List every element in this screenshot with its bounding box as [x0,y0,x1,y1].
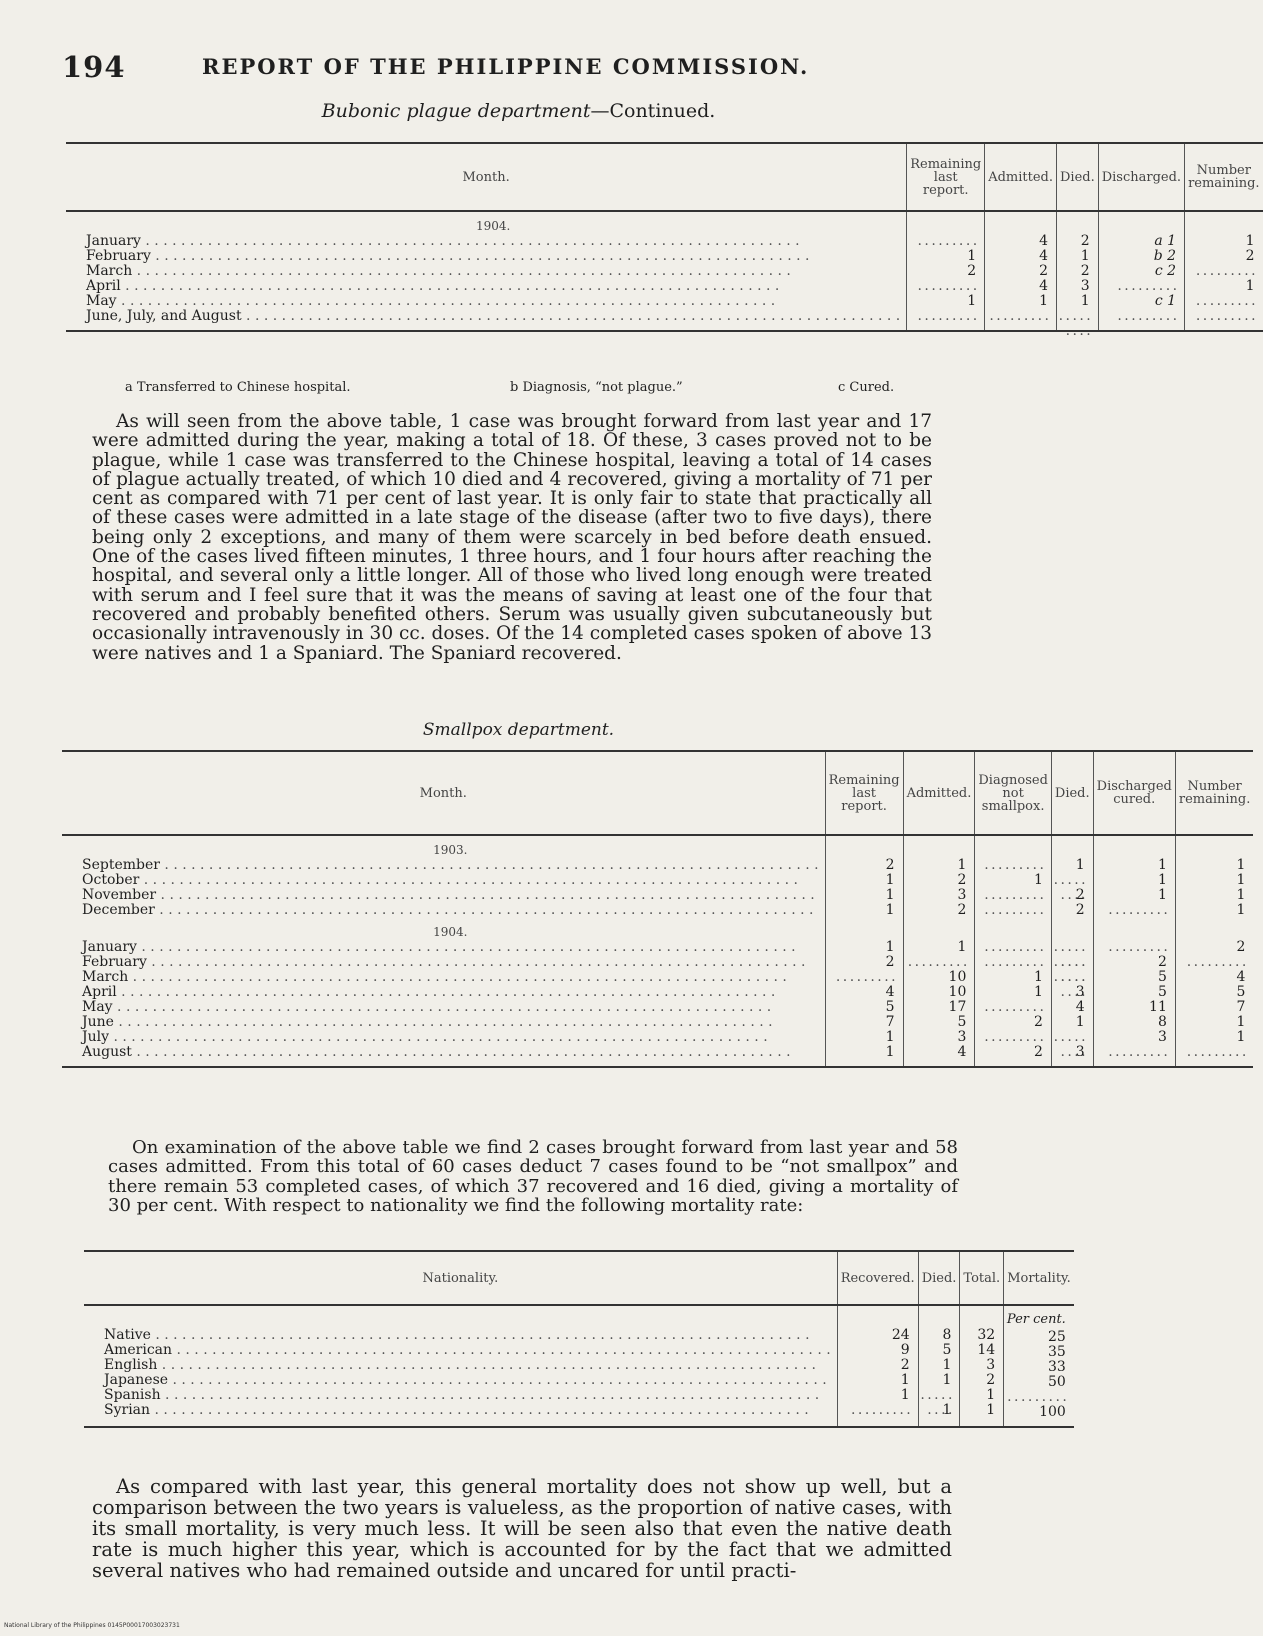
nationality-cell: 1 [942,1402,952,1418]
smallpox-cell: 1 [885,1044,895,1060]
plague-cell: 2 [967,263,977,279]
smallpox-cell: 2 [1033,1014,1043,1030]
spacer [919,1312,960,1328]
smallpox-cell [975,888,1051,903]
smallpox-month-label: March . . . [82,970,819,985]
smallpox-cell: 1 [1075,1014,1085,1030]
smallpox-cell [1094,1045,1175,1060]
smallpox-cell: 5 [957,1014,967,1030]
smallpox-cell: 3 [957,887,967,903]
smallpox-cell: 1 [1236,1029,1246,1045]
smallpox-body-row [62,835,1253,1067]
plague-caption-continued: —Continued. [590,100,716,122]
smallpox-header-remaining-last: Remaining last report. [825,751,903,835]
nationality-header-mortality: Mortality. [1004,1251,1074,1305]
smallpox-cell: 17 [948,999,967,1015]
spacer [975,924,1051,940]
smallpox-cell [1052,1030,1093,1045]
plague-cell: a 1 [1154,233,1177,249]
smallpox-cell: 4 [885,984,895,1000]
nationality-cell: 35 [1047,1344,1066,1360]
smallpox-month-label: May . . . [82,1000,819,1015]
smallpox-cell: 4 [1075,999,1085,1015]
nationality-cell: 1 [942,1372,952,1388]
plague-cell: 1 [967,248,977,264]
smallpox-cell: 3 [1075,984,1085,1000]
smallpox-cell [975,955,1051,970]
plague-header-died: Died. [1056,143,1098,211]
spacer [826,1060,903,1066]
plague-cell: 4 [1039,248,1048,264]
plague-number-remaining-column [1185,211,1263,331]
spacer [904,842,975,858]
smallpox-cell: 2 [885,857,895,873]
plague-header-number-remaining: Number remaining. [1185,143,1263,211]
spacer [1004,1420,1074,1426]
smallpox-cell [975,1030,1051,1045]
smallpox-cell: 1 [1236,887,1246,903]
smallpox-cell: 2 [885,954,895,970]
plague-cell [1099,309,1184,324]
smallpox-month-label: December . . . [82,903,819,918]
plague-month-label: March . . . [86,264,900,279]
smallpox-cell: 10 [948,984,967,1000]
plague-cell [1185,309,1263,324]
smallpox-cell [975,903,1051,918]
smallpox-admitted-column [903,835,975,1067]
report-title: REPORT OF THE PHILIPPINE COMMISSION. [202,54,810,79]
plague-table [66,142,1263,332]
smallpox-cell: 1 [1033,969,1043,985]
smallpox-cell: 10 [948,969,967,985]
plague-discharged-column [1098,211,1184,331]
smallpox-cell: 1 [1236,1014,1246,1030]
plague-cell: 1 [1080,293,1090,309]
smallpox-cell: 3 [1075,1044,1085,1060]
smallpox-cell: 7 [1236,999,1246,1015]
smallpox-cell [826,970,903,985]
plague-header-admitted: Admitted. [985,143,1057,211]
spacer [82,1060,819,1066]
plague-remaining-last-column [907,211,985,331]
plague-cell: 3 [1080,278,1090,294]
smallpox-year-label: 1904. [433,925,468,939]
nationality-cell: 33 [1047,1359,1066,1375]
smallpox-not-smallpox-column [975,835,1052,1067]
smallpox-cell [1094,940,1175,955]
nationality-header-nationality: Nationality. [422,1270,499,1286]
spacer [838,1418,918,1424]
smallpox-cell: 5 [1236,984,1246,1000]
plague-cell: c 1 [1154,293,1177,309]
smallpox-cell: 5 [1157,984,1167,1000]
plague-cell [1099,279,1184,294]
spacer [1052,842,1093,858]
nationality-cell: 32 [977,1327,996,1343]
spacer [826,924,903,940]
plague-month-label: June, July, and August . . . [86,309,900,324]
smallpox-header-number-remaining: Number remaining. [1175,751,1253,835]
nationality-cell [1004,1390,1074,1405]
nationality-cell: 14 [977,1342,996,1358]
nationality-cell: 50 [1047,1374,1066,1390]
plague-cell [985,309,1056,324]
smallpox-cell [1094,903,1175,918]
plague-cell: 2 [1245,248,1255,264]
nationality-nationality-column [84,1305,837,1427]
smallpox-cell [1052,970,1093,985]
smallpox-cell [1176,955,1254,970]
smallpox-header-died: Died. [1051,751,1093,835]
plague-header-row [66,143,1263,211]
smallpox-header-row [62,751,1253,835]
plague-cell [907,309,984,324]
plague-cell: 1 [1039,293,1048,309]
plague-body-row [66,211,1263,331]
smallpox-cell: 1 [957,939,967,955]
smallpox-cell: 5 [1157,969,1167,985]
smallpox-cell: 2 [957,872,967,888]
nationality-cell: 2 [900,1357,910,1373]
plague-caption-title: Bubonic plague department [321,100,591,122]
nationality-cell: 5 [942,1342,952,1358]
spacer [826,842,903,858]
spacer [904,924,975,940]
footnote-a: a Transferred to Chinese hospital. [125,380,351,395]
nationality-cell: 2 [986,1372,996,1388]
nationality-label: Syrian . . . [104,1403,831,1418]
nationality-cell: 1 [900,1372,910,1388]
plague-month-column [66,211,907,331]
smallpox-cell: 1 [957,857,967,873]
plague-year-label: 1904. [475,219,511,233]
plague-header-month: Month. [462,169,510,185]
nationality-cell: 100 [1039,1404,1066,1420]
nationality-cell: 1 [942,1357,952,1373]
smallpox-cell: 2 [957,902,967,918]
spacer [975,842,1051,858]
smallpox-header-discharged-cured: Discharged cured. [1093,751,1175,835]
smallpox-cell [1176,1045,1254,1060]
nationality-body [84,1305,1074,1427]
smallpox-month-label: July . . . [82,1030,819,1045]
nationality-cell: 3 [986,1357,996,1373]
nationality-label: Native . . . [104,1328,831,1343]
page-number: 194 [62,50,126,84]
spacer [975,1060,1051,1066]
smallpox-month-label: August . . . [82,1045,819,1060]
smallpox-year-label: 1903. [433,843,468,857]
nationality-cell: 1 [900,1387,910,1403]
smallpox-cell: 1 [1157,857,1167,873]
plague-cell: 1 [1080,248,1090,264]
smallpox-cell: 4 [957,1044,967,1060]
nationality-header-recovered: Recovered. [837,1251,918,1305]
smallpox-cell: 2 [1075,887,1085,903]
smallpox-cell [975,858,1051,873]
nationality-label: Spanish . . . [104,1388,831,1403]
smallpox-body [62,835,1253,1067]
plague-month-label: January . . . [86,234,900,249]
plague-cell [907,279,984,294]
smallpox-cell: 1 [885,939,895,955]
smallpox-cell: 2 [1075,902,1085,918]
smallpox-cell: 1 [1033,872,1043,888]
spacer [1094,842,1175,858]
plague-cell: b 2 [1153,248,1177,264]
plague-cell: 1 [1245,233,1255,249]
plague-table-caption [0,100,1037,122]
smallpox-cell: 2 [1157,954,1167,970]
spacer [1052,924,1093,940]
plague-header-remaining-last: Remaining last report. [907,143,985,211]
smallpox-cell: 2 [1236,939,1246,955]
smallpox-cell [1052,873,1093,888]
smallpox-month-label: February . . . [82,955,819,970]
smallpox-cell: 1 [1075,857,1085,873]
nationality-cell: 1 [986,1402,996,1418]
smallpox-cell: 1 [885,902,895,918]
plague-cell: 4 [1039,278,1048,294]
smallpox-cell: 1 [885,887,895,903]
plague-cell [1185,264,1263,279]
smallpox-remaining-last-column [825,835,903,1067]
smallpox-cell: 1 [1033,984,1043,1000]
nationality-label: Japanese . . . [104,1373,831,1388]
smallpox-discharged-column [1093,835,1175,1067]
smallpox-cell: 3 [957,1029,967,1045]
spacer [104,1418,831,1424]
plague-month-label: February . . . [86,249,900,264]
smallpox-table-caption: Smallpox department. [422,720,615,740]
smallpox-cell: 1 [1157,887,1167,903]
nationality-recovered-column [837,1305,918,1427]
smallpox-cell: 11 [1149,999,1167,1015]
spacer [1176,842,1254,858]
smallpox-cell: 1 [1236,857,1246,873]
smallpox-month-label: November . . . [82,888,819,903]
plague-cell: 1 [1245,278,1255,294]
smallpox-cell: 1 [1236,872,1246,888]
smallpox-cell: 8 [1157,1014,1167,1030]
nationality-cell: 8 [942,1327,952,1343]
paragraph-smallpox-summary: On examination of the above table we find 2 cases brought forward from last year and 58 cases admitted. From this total of 60 cases deduct 7 cases found to be “not smallpox” and there remain 53 completed cases, of which 37 recovered and 16 died, giving a mortality of 30 per cent. With respect to nationality we find the following mortality rate: [108,1137,958,1216]
spacer [1094,924,1175,940]
plague-month-label: April . . . [86,279,900,294]
smallpox-month-label: September . . . [82,858,819,873]
nationality-table [84,1250,1074,1428]
nationality-header-died: Died. [918,1251,960,1305]
smallpox-month-label: April . . . [82,985,819,1000]
plague-admitted-column [985,211,1057,331]
percent-label: Per cent. [1006,1312,1066,1327]
smallpox-died-column [1051,835,1093,1067]
nationality-died-column [918,1305,960,1427]
smallpox-cell: 7 [885,1014,895,1030]
plague-cell: 4 [1039,233,1048,249]
plague-footnotes [0,380,1037,398]
spacer [1176,924,1254,940]
smallpox-table [62,750,1253,1068]
plague-died-column [1056,211,1098,331]
plague-cell [1185,294,1263,309]
nationality-header-total: Total. [960,1251,1004,1305]
smallpox-cell: 5 [885,999,895,1015]
nationality-mortality-column [1004,1305,1074,1427]
smallpox-header-admitted: Admitted. [903,751,975,835]
smallpox-header-month: Month. [419,785,467,801]
nationality-total-column [960,1305,1004,1427]
spacer [1176,1060,1254,1066]
plague-cell [907,234,984,249]
plague-cell: 2 [1080,233,1090,249]
smallpox-cell: 3 [1157,1029,1167,1045]
smallpox-header-not-smallpox: Diagnosed not smallpox. [975,751,1052,835]
nationality-cell: 9 [900,1342,910,1358]
smallpox-cell [1052,940,1093,955]
plague-cell: 2 [1080,263,1090,279]
footnote-b: b Diagnosis, “not plague.” [510,380,683,395]
smallpox-cell: 1 [1157,872,1167,888]
plague-cell: 1 [967,293,977,309]
plague-cell: c 2 [1154,263,1177,279]
smallpox-cell [975,1000,1051,1015]
spacer [838,1312,918,1328]
smallpox-month-label: June . . . [82,1015,819,1030]
nationality-body-row [84,1305,1074,1427]
plague-month-label: May . . . [86,294,900,309]
smallpox-cell [975,940,1051,955]
smallpox-cell: 1 [885,872,895,888]
nationality-header-row [84,1251,1074,1305]
spacer [960,1312,1003,1328]
plague-cell [1057,309,1098,324]
smallpox-remaining-column [1175,835,1253,1067]
smallpox-cell: 4 [1236,969,1246,985]
spacer [904,1060,975,1066]
spacer [1052,1060,1093,1066]
smallpox-cell: 2 [1033,1044,1043,1060]
smallpox-cell: 1 [885,1029,895,1045]
nationality-cell: 25 [1047,1329,1066,1345]
nationality-cell [919,1388,960,1403]
smallpox-cell [1052,955,1093,970]
nationality-cell [838,1403,918,1418]
plague-header-discharged: Discharged. [1098,143,1184,211]
page-header [62,50,982,90]
smallpox-cell: 1 [1236,902,1246,918]
nationality-label: American . . . [104,1343,831,1358]
nationality-label: English . . . [104,1358,831,1373]
spacer [104,1312,831,1328]
nationality-cell: 24 [891,1327,910,1343]
smallpox-month-label: January . . . [82,940,819,955]
smallpox-month-column [62,835,825,1067]
nationality-cell: 1 [986,1387,996,1403]
plague-cell: 2 [1039,263,1048,279]
spacer [919,1418,960,1424]
paragraph-comparison: As compared with last year, this general mortality does not show up well, but a comparison between the two years is valueless, as the proportion of native cases, with its small mortality, is very much less. It will be seen also that even the native death rate is much higher this year, which is accounted for by the fact that we admitted several natives who had remained outside and uncared for until practi- [92,1475,952,1582]
spacer [960,1418,1003,1424]
smallpox-cell [904,955,975,970]
smallpox-month-label: October . . . [82,873,819,888]
spacer [1094,1060,1175,1066]
footnote-c: c Cured. [838,380,895,395]
paragraph-plague-summary: As will seen from the above table, 1 case was brought forward from last year and 17 were admitted during the year, making a total of 18. Of these, 3 cases proved not to be plague, while 1 case was transferred to the Chinese hospital, leaving a total of 14 cases of plague actually treated, of which 10 died and 4 recovered, giving a mortality of 71 per cent as compared with 71 per cent of last year. It is only fair to state that practically all of these cases were admitted in a late stage of the disease (after two to five days), there being only 2 exceptions, and many of them were scarcely in bed before death ensued. One of the cases lived fifteen minutes, 1 three hours, and 1 four hours after reaching the hospital, and several only a little longer. All of those who lived long enough were treated with serum and I feel sure that it was the means of saving at least one of the four that recovered and probably benefited others. Serum was usually given subcutaneously but occasionally intravenously in 30 cc. doses. Of the 14 completed cases spoken of above 13 were natives and 1 a Spaniard. The Spaniard recovered. [92,411,932,664]
library-footer: National Library of the Philippines 0145P00017003023731 [4,1622,180,1629]
